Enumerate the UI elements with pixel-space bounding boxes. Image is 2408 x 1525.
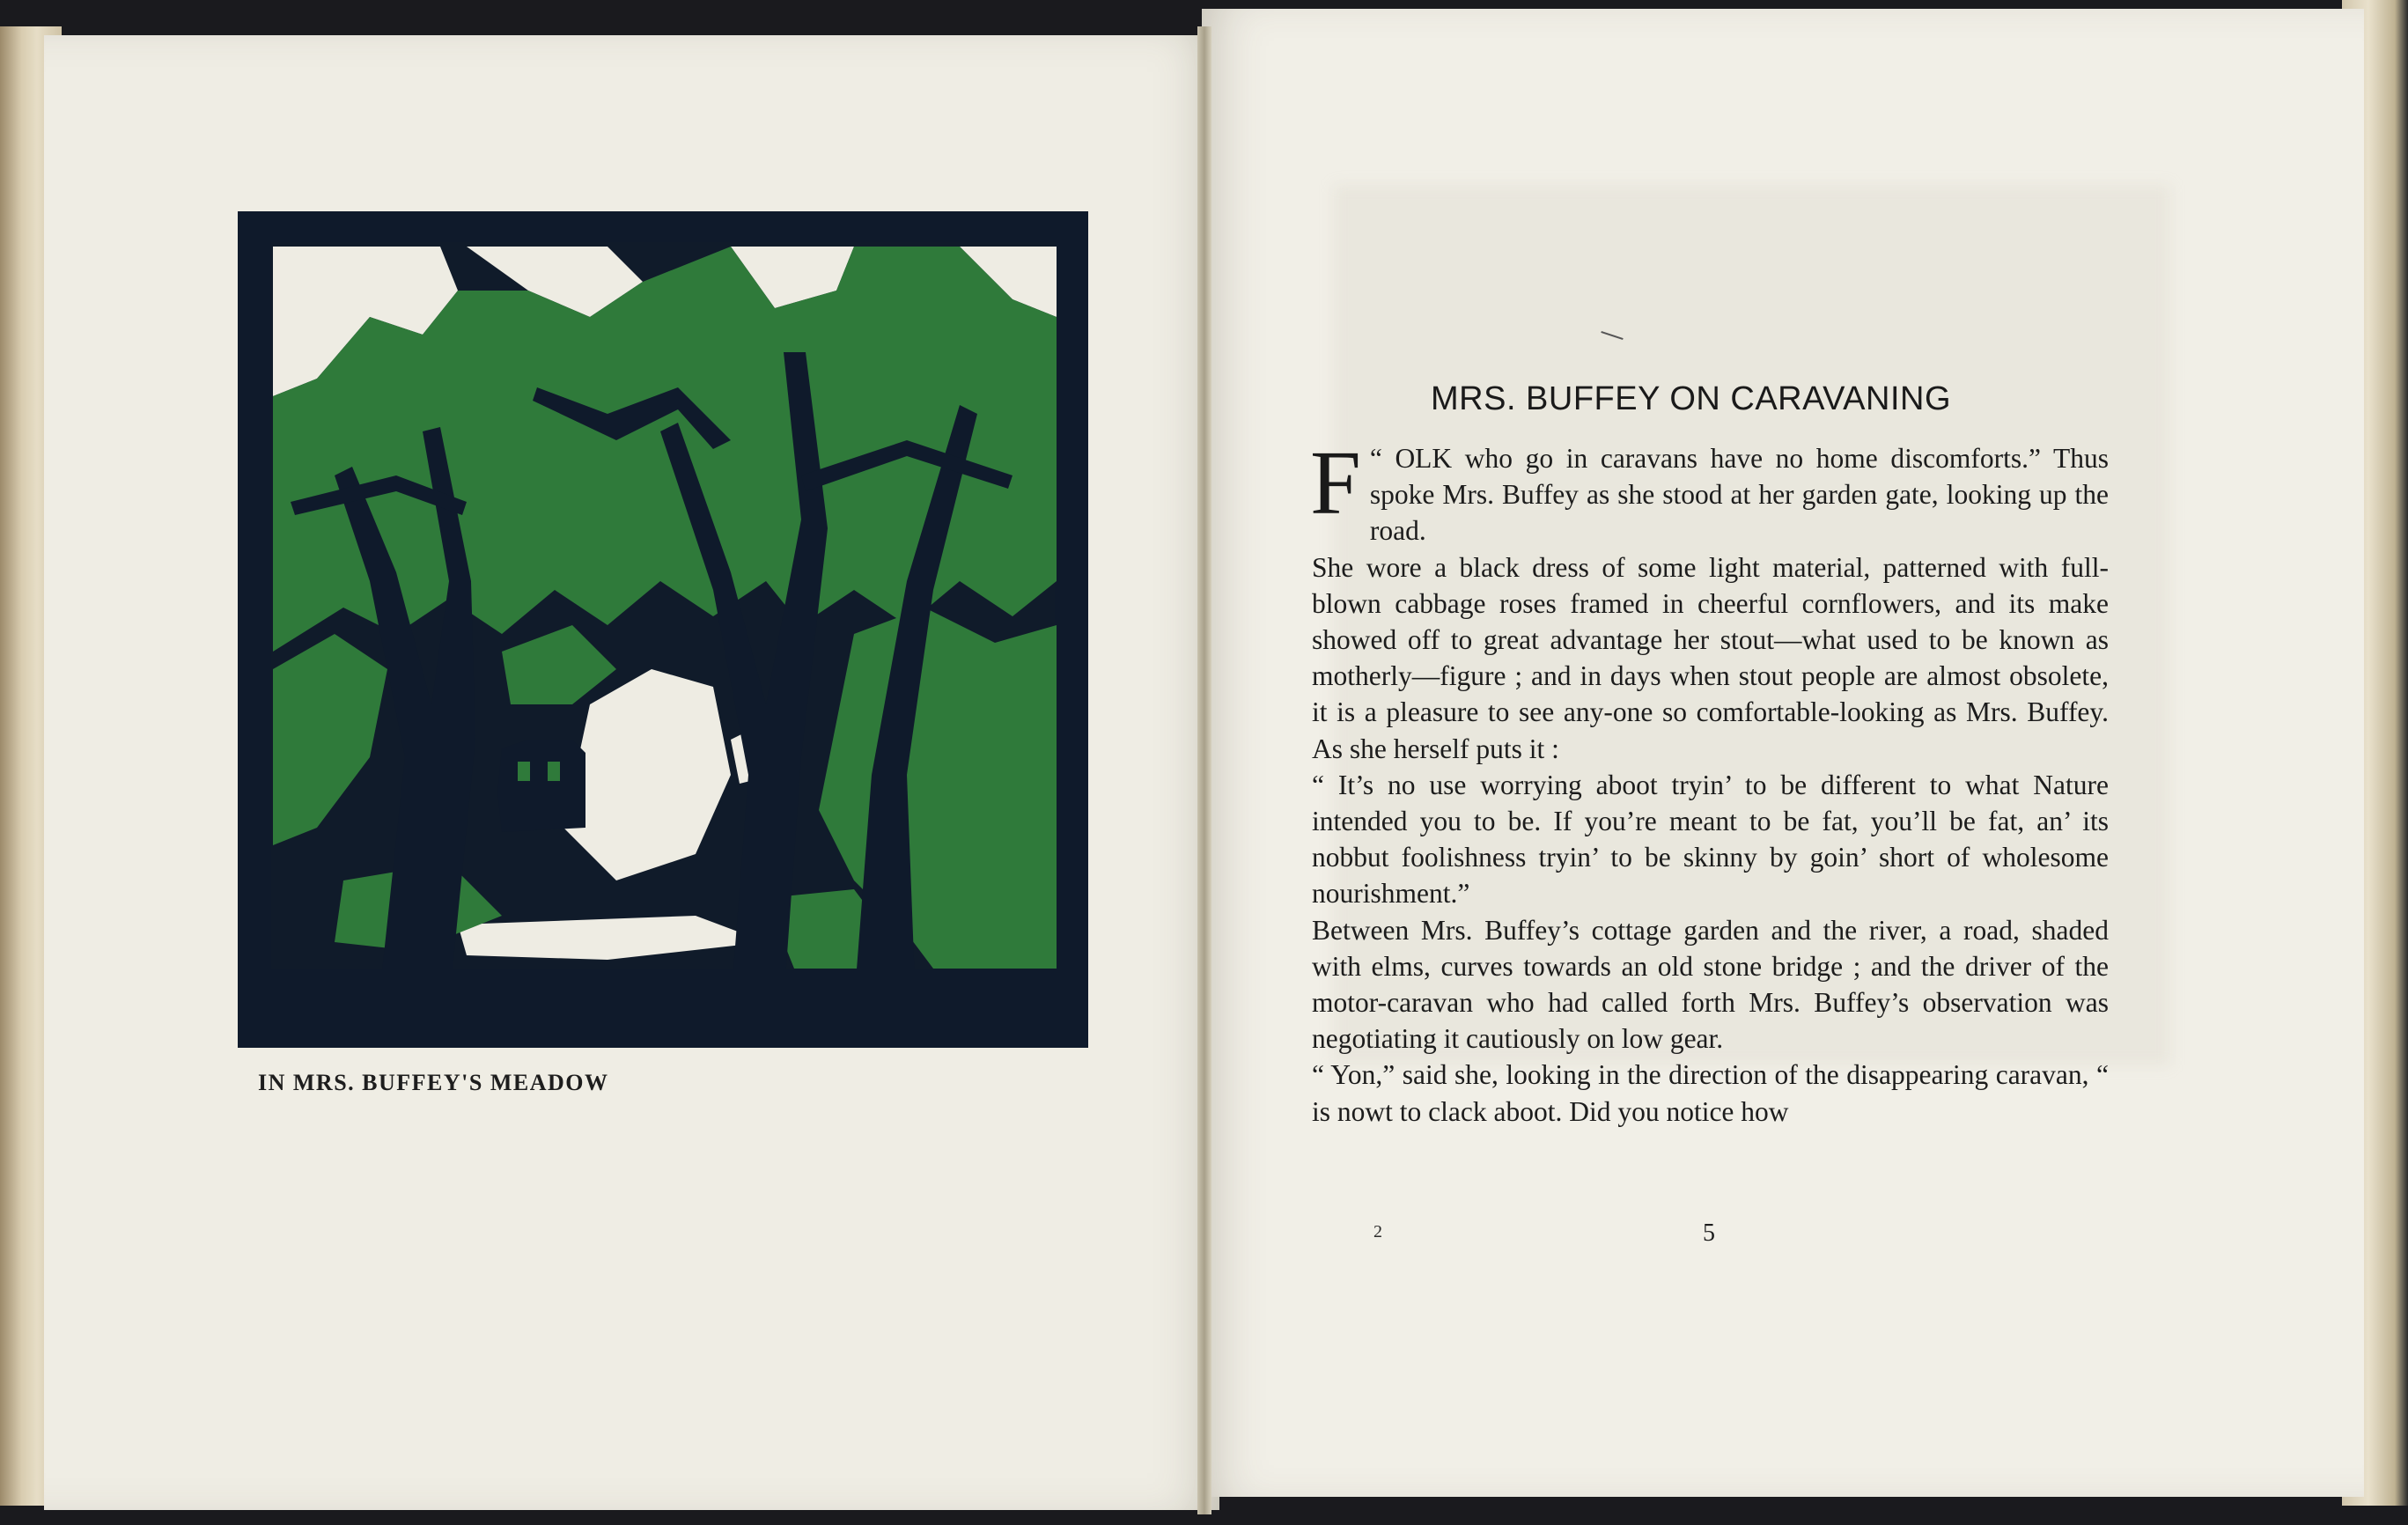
page-number: 5 (1703, 1219, 1715, 1247)
woodcut-artwork (238, 211, 1088, 1048)
chapter-title: MRS. BUFFEY ON CARAVANING (1431, 380, 1952, 417)
paragraph-2: She wore a black dress of some light material, patterned with full-blown cabbage roses framed in cheerful cornflowers, and its make showed off to great advantage her stout—what used to be known as motherly—figure ; and in days when stout people are almost obsolete, it is a pleasure to see any-one so comfortable-looking as Mrs. Buffey. As she herself puts it : (1312, 551, 2109, 764)
drop-cap: F (1310, 432, 1361, 534)
opening-quote: “ (1369, 443, 1395, 474)
illustration-caption: IN MRS. BUFFEY'S MEADOW (258, 1070, 609, 1095)
paragraph-1: “ F OLK who go in caravans have no home discomforts.” Thus spoke Mrs. Buffey as she stood at her garden gate, looking up the road. (1310, 432, 2109, 547)
book-gutter (1197, 26, 1211, 1514)
paragraph-3: “ It’s no use worrying aboot tryin’ to be different to what Nature intended you to be. If you’re meant to be fat, you’ll be fat, an’ its nobbut foolishness tryin’ to be skinny by goin’ short of wholesome nourishment.” (1312, 769, 2109, 910)
chapter-body (1310, 432, 2109, 1130)
signature-mark: 2 (1373, 1222, 1382, 1241)
paragraph-5: “ Yon,” said she, looking in the direction of the disappearing caravan, “ is nowt to clack aboot. Did you notice how (1312, 1059, 2109, 1127)
paragraph-4: Between Mrs. Buffey’s cottage garden and the river, a road, shaded with elms, curves towards an old stone bridge ; and the driver of the motor-caravan who had called forth Mrs. Buffey’s observation was negotiating it cautiously on low gear. (1312, 914, 2109, 1055)
woodcut-illustration (238, 211, 1088, 1048)
